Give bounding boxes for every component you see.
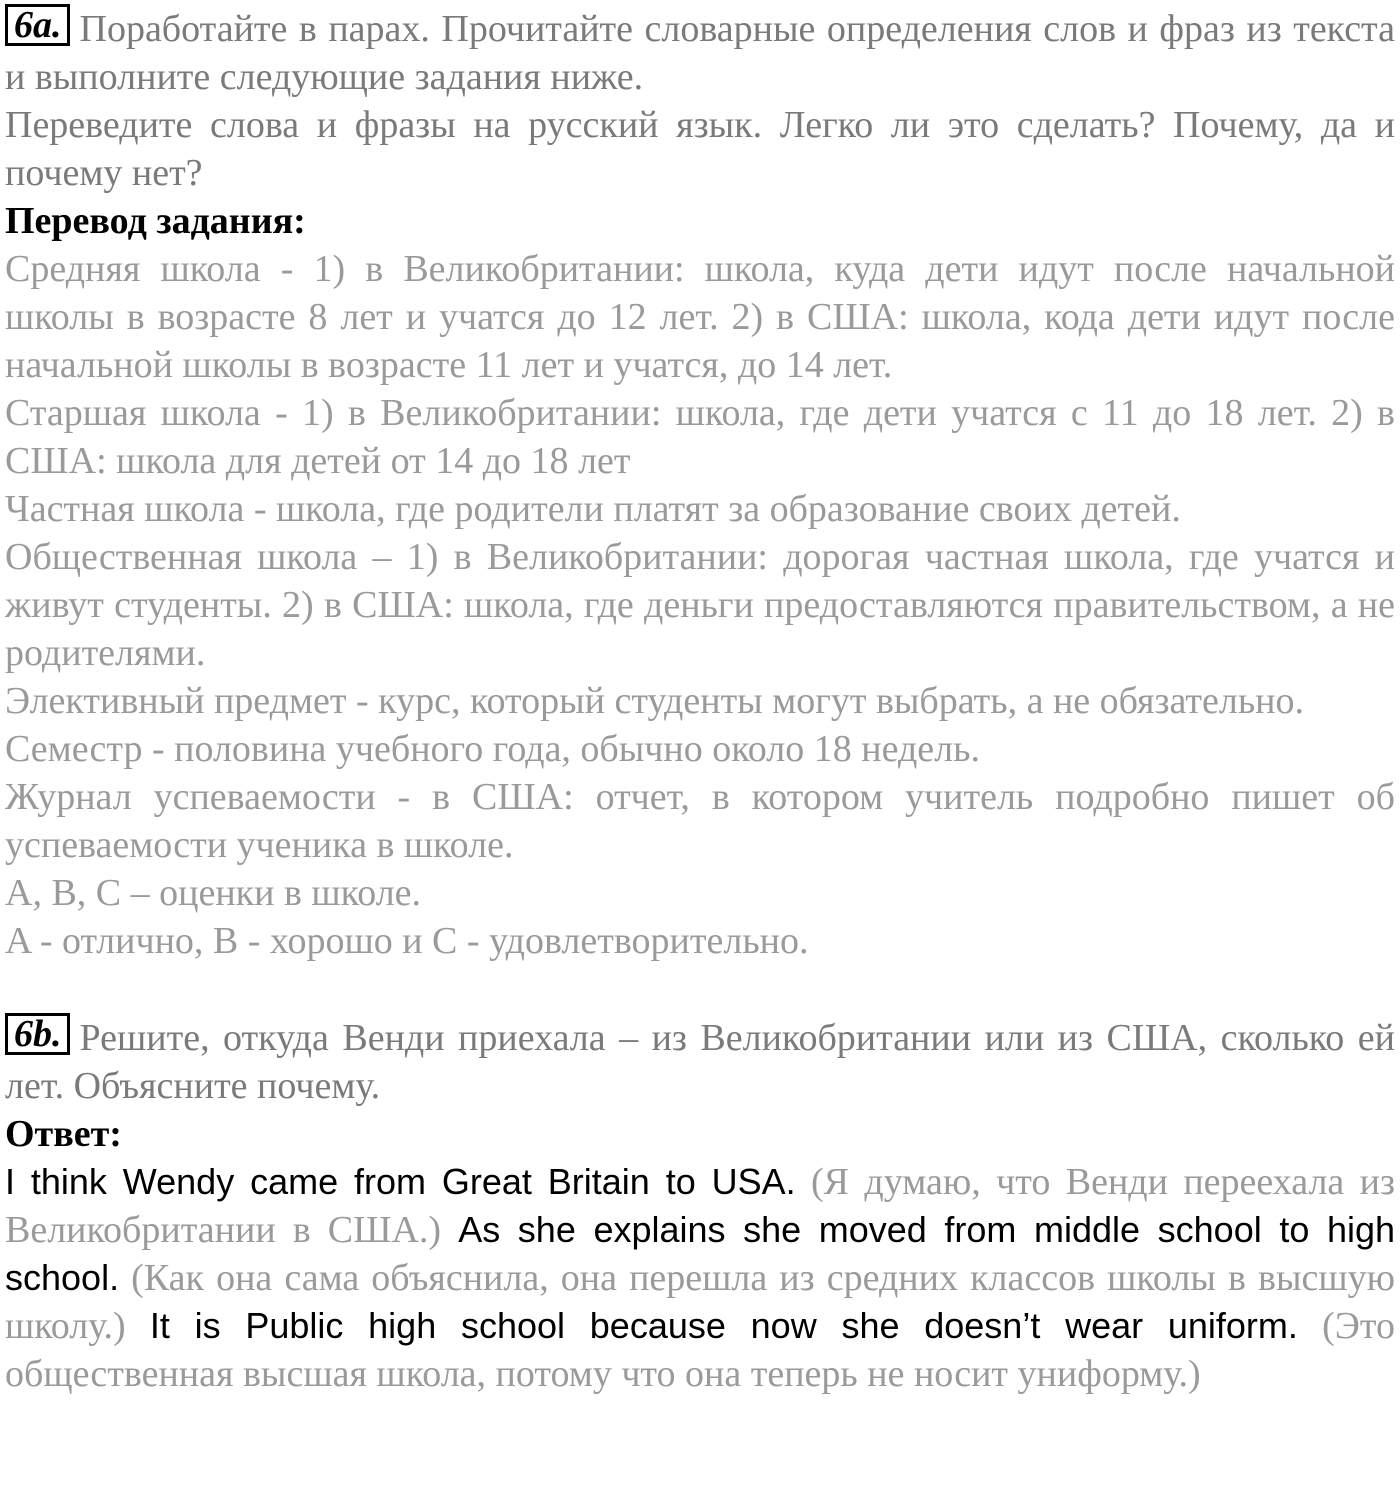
answer-ru-3: (Это общественная высшая школа, потому что она теперь не носит униформу.) [5, 1305, 1396, 1395]
definition-grades-meaning: A - отлично, B - хорошо и C - удовлетворительно. [5, 920, 809, 962]
answer-en-2: As she explains she moved from middle school to high school. [5, 1209, 1396, 1298]
document-page [5, 4, 1395, 1398]
definition-middle-school: Средняя школа - 1) в Великобритании: школа, куда дети идут после начальной школы в возрасте 8 лет и учатся до 12 лет. 2) в США: школа, кода дети идут после начальной школы в возрасте 11 лет и учатся, до 14 лет. [5, 248, 1395, 386]
section-spacer [5, 965, 1395, 1013]
answer-heading: Ответ: [5, 1113, 122, 1155]
answer-en-3: It is Public high school because now she doesn’t wear uniform. [149, 1305, 1298, 1346]
definition-private-school: Частная школа - школа, где родители платят за образование своих детей. [5, 488, 1181, 530]
definition-report-card: Журнал успеваемости - в США: отчет, в котором учитель подробно пишет об успеваемости ученика в школе. [5, 776, 1395, 866]
definition-semester: Семестр - половина учебного года, обычно около 18 недель. [5, 728, 980, 770]
exercise-6b-task [5, 1013, 1395, 1110]
definition-grades: A, B, C – оценки в школе. [5, 872, 422, 914]
exercise-6a-task-text: Поработайте в парах. Прочитайте словарные определения слов и фраз из текста и выполните следующие задания ниже. [5, 8, 1395, 98]
exercise-6a-label: 6a. [5, 4, 70, 46]
exercise-6b-task-text: Решите, откуда Венди приехала – из Великобритании или из США, сколько ей лет. Объясните почему. [5, 1017, 1395, 1107]
answer-en-1: I think Wendy came from Great Britain to USA. [5, 1161, 796, 1202]
definition-public-school: Общественная школа – 1) в Великобритании: дорогая частная школа, где учатся и живут студенты. 2) в США: школа, где деньги предоставляются правительством, а не родителями. [5, 536, 1395, 674]
answer-ru-1: (Я думаю, что Венди переехала из Великобритании в США.) [5, 1161, 1396, 1251]
exercise-6a-task-2: Переведите слова и фразы на русский язык. Легко ли это сделать? Почему, да и почему нет? [5, 104, 1395, 194]
answer-paragraph [5, 1158, 1395, 1398]
definition-high-school: Старшая школа - 1) в Великобритании: школа, где дети учатся с 11 до 18 лет. 2) в США: школа для детей от 14 до 18 лет [5, 392, 1395, 482]
exercise-6b-label: 6b. [5, 1013, 70, 1055]
exercise-6a-task [5, 4, 1395, 101]
translation-heading: Перевод задания: [5, 200, 306, 242]
definition-elective: Элективный предмет - курс, который студенты могут выбрать, а не обязательно. [5, 680, 1305, 722]
answer-ru-2: (Как она сама объяснила, она перешла из средних классов школы в высшую школу.) [5, 1257, 1396, 1347]
